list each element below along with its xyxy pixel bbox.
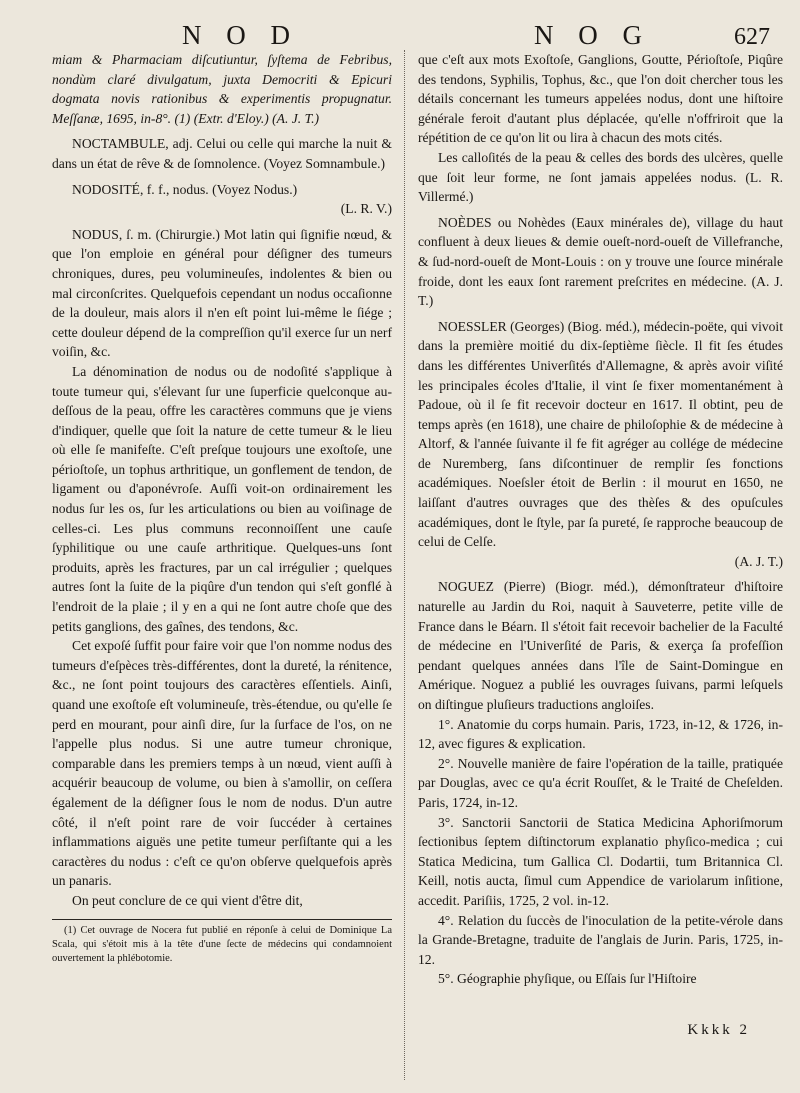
noguez-item-2: 2°. Nouvelle manière de faire l'opération de la taille, pratiquée par Douglas, avec ce qu'a écrit Rouſſet, & le Traité de Cheſelden. Paris, 1724, in-12. bbox=[418, 755, 783, 810]
entry-nodus-p4: On peut conclure de ce qui vient d'être dit, bbox=[72, 892, 303, 908]
footnote-rule bbox=[52, 919, 392, 920]
entry-noessler: NOESSLER (Georges) (Biog. méd.), médecin-poëte, qui vivoit dans la première moitié du dix-ſeptième ſiècle. Il fit ſes études dans les différentes Univerſités d'Allemagne, & après avoir viſité les principales écoles d'Italie, il vint ſe fixer momentanément à Padoue, où il ſe fit recevoir docteur en 1617. Il obtint, peu de temps après (en 1618), une chaire de philoſophie & de médecine à Altorf, & l'année ſuivante il fe fit agréger au collége de médecine de Nuremberg, ſans diſcontinuer de remplir ſes fonctions académiques. Noeſsler étoit de Berlin : il mourut en 1650, ne laiſſant d'autres ouvrages que des thèſes & des opuſcules académiques, dont le ſtyle, par ſa pureté, ſe rapproche beaucoup de celui de Celſe. bbox=[418, 318, 783, 550]
entry-nodus-p3: Cet expoſé ſuffit pour faire voir que l'on nomme nodus des tumeurs d'eſpèces très-différentes, dont la dureté, la rénitence, &c., ne ſont point toujours des caractères eſſentiels. Ainſi, quand une exoſtoſe eſt volumineuſe, très-étendue, ou qu'elle ſe perd en mourant, pour ainſi dire, ſur la ſurface de l'os, on ne l'appelle plus nodus. Si une autre tumeur chronique, comparable dans les premiers temps à un nœud, vient auſſi à acquérir beaucoup de volume, ou bien à s'amollir, on ceſſera également de la déſigner ſous le nom de nodus. D'un autre côté, il n'eſt point rare de voir ſuccéder à certaines inflammations aiguës une petite tumeur perſiſtante qui a les caractères du nodus : c'eſt ce qu'on obſerve quelquefois après un panaris. bbox=[52, 638, 392, 889]
column-divider bbox=[404, 50, 405, 1080]
noguez-item-4: 4°. Relation du ſuccès de l'inoculation de la petite-vérole dans la Grande-Bretagne, traduite de l'anglais de Jurin. Paris, 1725, in-12. bbox=[418, 912, 783, 967]
entry-noessler-signature: (A. J. T.) bbox=[734, 553, 783, 569]
entry-noctambule: NOCTAMBULE, adj. Celui ou celle qui marche la nuit & dans un état de rêve & de ſomnolence. (Voyez Somnambule.) bbox=[52, 136, 392, 171]
header-right-title: N O G bbox=[534, 20, 651, 50]
entry-noedes: NOÈDES ou Nohèdes (Eaux minérales de), village du haut confluent à deux lieues & demie oueſt-nord-oueſt de Villefranche, & ſud-nord-oueſt de Mont-Louis : on y trouve une ſource minérale froide, dont les eaux ſont rarement preſcrites en médecine. (A. J. T.) bbox=[418, 214, 783, 309]
running-header bbox=[0, 12, 800, 52]
entry-nodus-p2: La dénomination de nodus ou de nodoſité s'applique à toute tumeur qui, s'élevant ſur une ſuperficie quelconque au-deſſous de la peau, offre les caractères communs que je viens d'indiquer, quelle que ſoit la nature de cette tumeur & le lieu où elle ſe manifeſte. C'eſt preſque toujours une exoſtoſe, une périoſtoſe, un tophus arthritique, un gonflement de tendon, de ligament ou d'aponévroſe. Auſſi voit-on ordinairement les nodus ſur les os, ſur les articulations ou bien au voiſinage de celles-ci. Les plus communs reconnoiſſent une cauſe ſyphilitique ou une cauſe arthritique. Quelques-uns ſont produits, après les fractures, par un cal irrégulier ; quelques autres ſont la ſuite de la piqûre d'un tendon qui s'eſt gonflé à l'endroit de la plaie ; il y en a qui ne ſont autre choſe que des petits ganglions, des gaînes, des tendons, &c. bbox=[52, 363, 392, 634]
page-number: 627 bbox=[734, 24, 770, 50]
paragraph-callosites: Les calloſités de la peau & celles des bords des ulcères, quelle que ſoit leur forme, ne ſont jamais appelées nodus. (L. R. Villermé.) bbox=[418, 149, 783, 205]
noguez-item-5: 5°. Géographie phyſique, ou Eſſais ſur l'Hiſtoire bbox=[438, 971, 697, 987]
entry-nodus-p1: NODUS, ſ. m. (Chirurgie.) Mot latin qui ſignifie nœud, & que l'on emploie en général pour déſigner des tumeurs chroniques, dures, peu volumineuſes, indolentes & bien ou mal circonſcrites. Quelquefois cependant un nodus occaſionne de la douleur, mais alors il n'en eſt point lui-même le ſiége ; cette douleur dépend de la compreſſion qu'il exerce ſur un nerf voiſin, &c. bbox=[52, 226, 392, 360]
right-continuation: que c'eſt aux mots Exoſtoſe, Ganglions, Goutte, Périoſtoſe, Piqûre des tendons, Syphilis, Tophus, &c., que l'on doit chercher tous les détails concernant les tumeurs appelées nodus, dont une hiſtoire générale feroit d'autant plus déplacée, qu'elle n'offriroit que la répétition de ce qu'on lit ou lira à chacun des mots cités. bbox=[418, 52, 783, 146]
entry-noguez: NOGUEZ (Pierre) (Biogr. méd.), démonſtrateur d'hiſtoire naturelle au Jardin du Roi, naquit à Sauveterre, petite ville de France dans le Béarn. Il s'étoit fait recevoir bachelier de la Faculté de médecine en l'Univerſité de Paris, & exerça ſa profeſſion pendant quelques années dans l'île de Saint-Domingue en Amérique. Noguez a publié les ouvrages ſuivans, parmi leſquels on diſtingue pluſieurs traductions angloiſes. bbox=[418, 579, 783, 712]
entry-nodosite-signature: (L. R. V.) bbox=[340, 201, 392, 217]
noguez-item-1: 1°. Anatomie du corps humain. Paris, 1723, in-12, & 1726, in-12, avec figures & explication. bbox=[418, 716, 783, 752]
left-column bbox=[52, 50, 392, 966]
printer-signature-mark: Kkkk 2 bbox=[687, 1022, 750, 1038]
footnote: (1) Cet ouvrage de Nocera fut publié en réponſe à celui de Dominique La Scala, qui s'étoit mis à la tête d'une ſecte de médecins qui condamnoient ouvertement la phlébotomie. bbox=[52, 924, 392, 964]
entry-nodosite: NODOSITÉ, f. f., nodus. (Voyez Nodus.) bbox=[72, 181, 298, 197]
right-column bbox=[418, 50, 783, 989]
header-left-title: N O D bbox=[182, 20, 299, 50]
noguez-item-3: 3°. Sanctorii Sanctorii de Statica Medicina Aphoriſmorum ſectionibus ſeptem diſtinctorum explanatio phyſico-medica ; cui Statica Medicina, tum Gallica Cl. Dodartii, tum Britannica Cl. Keill, notis aucta, ſimul cum Appendice de variolarum inſitione, accedit. Pariſiis, 1725, 2 vol. in-12. bbox=[418, 814, 783, 908]
left-continuation: miam & Pharmaciam diſcutiuntur, ſyſtema de Febribus, nondùm claré divulgatum, juxta Democriti & Epicuri dogmata novis rationibus & experimentis propugnatur. Meſſanæ, 1695, in-8°. (1) (Extr. d'Eloy.) (A. J. T.) bbox=[52, 52, 392, 126]
